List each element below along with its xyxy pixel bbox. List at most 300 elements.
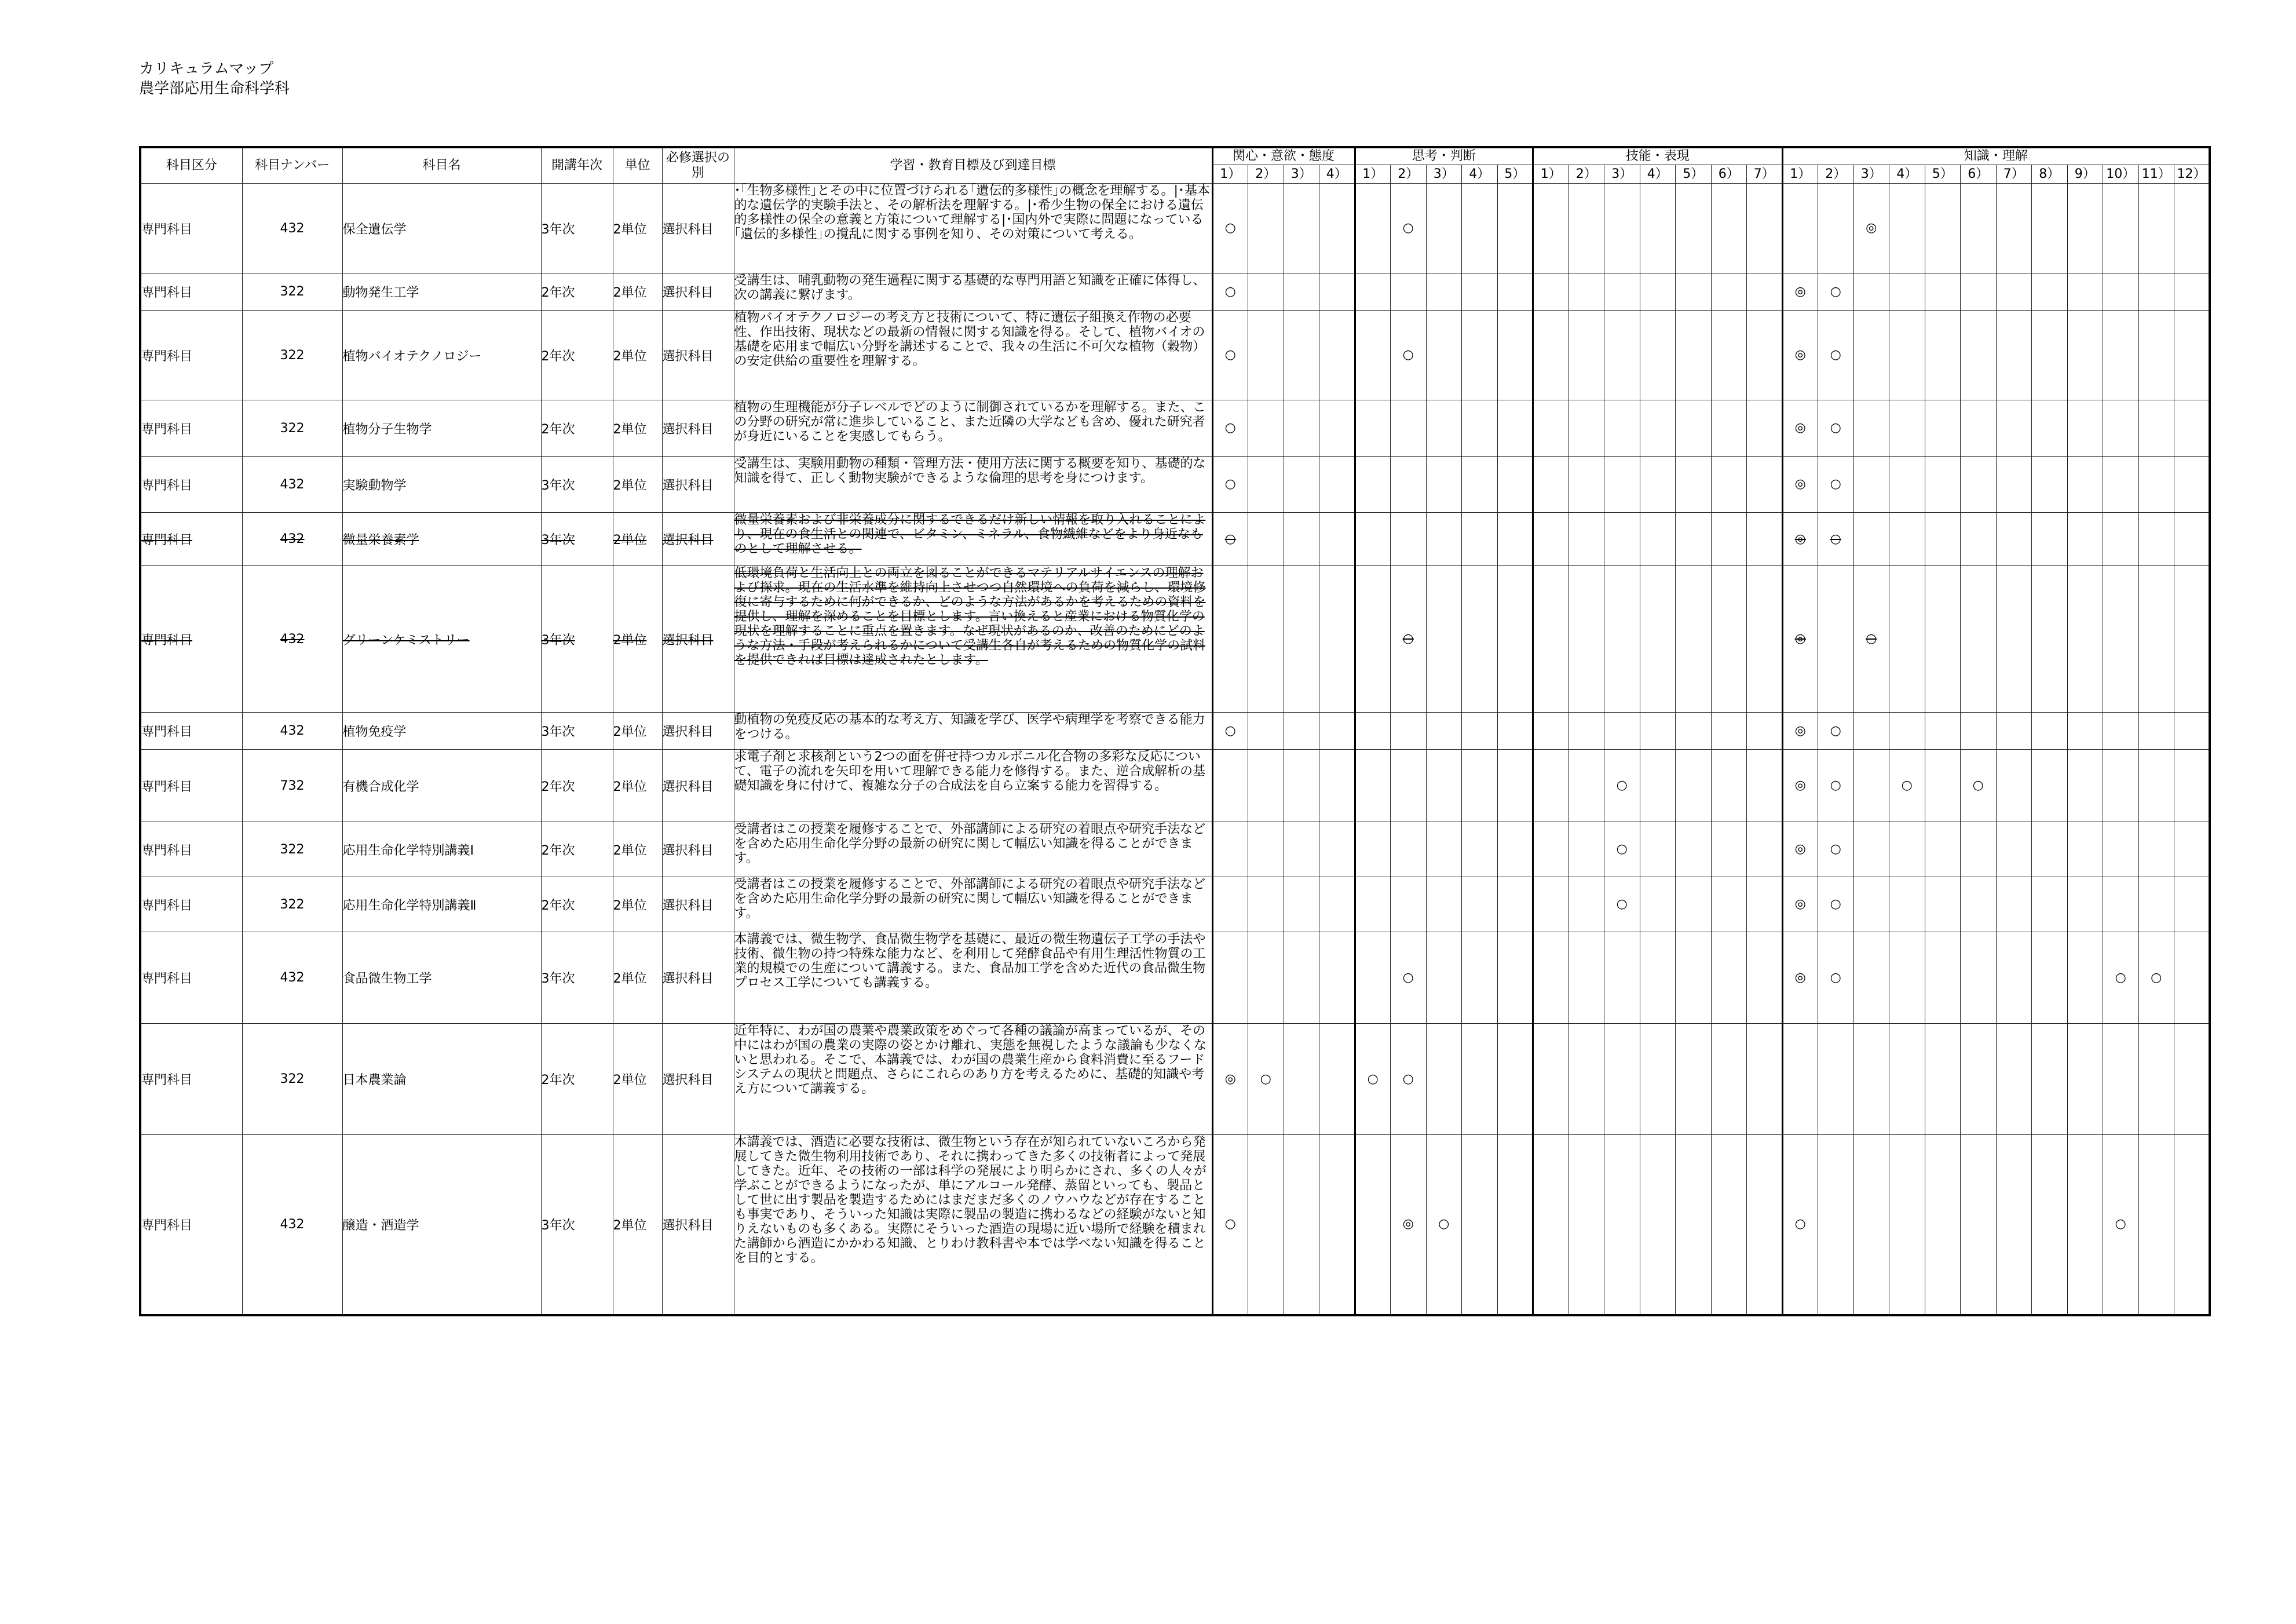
- outcome-mark-cell: [2067, 877, 2103, 932]
- group-skills-header: 技能・表現: [1533, 147, 1783, 165]
- subheader-number: 4）: [1889, 165, 1925, 184]
- course-number: 432: [242, 513, 342, 566]
- outcome-mark-cell: ○: [1604, 877, 1640, 932]
- subheader-number: 4）: [1462, 165, 1498, 184]
- course-credit: 2単位: [613, 513, 662, 566]
- course-required: 選択科目: [662, 1135, 734, 1315]
- course-year: 3年次: [541, 1135, 613, 1315]
- course-credit: 2単位: [613, 877, 662, 932]
- outcome-mark-cell: [1462, 750, 1498, 822]
- outcome-mark-cell: ○: [1818, 400, 1854, 457]
- outcome-mark-cell: [1996, 311, 2032, 400]
- outcome-mark-cell: [1497, 273, 1533, 311]
- course-year: 2年次: [541, 750, 613, 822]
- outcome-mark-cell: [2067, 513, 2103, 566]
- outcome-mark-cell: [1284, 713, 1319, 750]
- outcome-mark-cell: ○: [2103, 932, 2139, 1024]
- outcome-mark-cell: ○: [1212, 184, 1248, 273]
- outcome-mark-cell: [1889, 273, 1925, 311]
- outcome-mark-cell: [2067, 713, 2103, 750]
- subheader-number: 2）: [1391, 165, 1427, 184]
- outcome-mark-cell: ○: [1818, 932, 1854, 1024]
- outcome-mark-cell: [1569, 273, 1604, 311]
- outcome-mark-cell: [1711, 311, 1747, 400]
- course-credit: 2単位: [613, 713, 662, 750]
- outcome-mark-cell: ◎: [1782, 750, 1818, 822]
- outcome-mark-cell: [2174, 713, 2210, 750]
- outcome-mark-cell: [1426, 400, 1462, 457]
- outcome-mark-cell: ○: [1604, 822, 1640, 877]
- outcome-mark-cell: [1711, 822, 1747, 877]
- outcome-mark-cell: [2103, 457, 2139, 513]
- course-objective: 本講義では、酒造に必要な技術は、微生物という存在が知られていないころから発展してきた微生物利用技術であり、それに携わってきた多くの技術者によって発展してきた。近年、その技術の一部は科学の発展により明らかにされ、多くの人々が学ぶことができるようになったが、単にアルコール発酵、蒸留といっても、製品として世に出す製品を製造するためにはまだまだ多くのノウハウなどが存在することも事実であり、そういった知識は実際に製品の製造に携わるなどの経験がないと知りえないものも多くある。実際にそういった酒造の現場に近い場所で経験を積まれた講師から酒造にかかわる知識、とりわけ教科書や本では学べない知識を得ることを目的とする。: [734, 1135, 1212, 1315]
- subheader-number: 6）: [1961, 165, 1997, 184]
- outcome-mark-cell: [1462, 932, 1498, 1024]
- outcome-mark-cell: [1248, 273, 1284, 311]
- course-year: 3年次: [541, 513, 613, 566]
- course-name: 実験動物学: [342, 457, 541, 513]
- outcome-mark-cell: [1747, 566, 1783, 713]
- outcome-mark-cell: ○: [1212, 311, 1248, 400]
- outcome-mark-cell: [1925, 184, 1961, 273]
- outcome-mark-cell: [1925, 273, 1961, 311]
- subheader-number: 7）: [1747, 165, 1783, 184]
- outcome-mark-cell: [1355, 713, 1391, 750]
- outcome-mark-cell: [1961, 1135, 1997, 1315]
- outcome-mark-cell: [1676, 822, 1712, 877]
- subheader-number: 4）: [1319, 165, 1355, 184]
- outcome-mark-cell: [1925, 877, 1961, 932]
- outcome-mark-cell: [1853, 1024, 1889, 1135]
- outcome-mark-cell: [1961, 566, 1997, 713]
- course-number: 432: [242, 566, 342, 713]
- outcome-mark-cell: [1996, 822, 2032, 877]
- outcome-mark-cell: [1426, 311, 1462, 400]
- outcome-mark-cell: [1889, 311, 1925, 400]
- group-thinking-header: 思考・判断: [1355, 147, 1533, 165]
- course-row: [140, 750, 2210, 822]
- outcome-mark-cell: [2174, 311, 2210, 400]
- outcome-mark-cell: [1569, 311, 1604, 400]
- course-row: [140, 273, 2210, 311]
- outcome-mark-cell: [1925, 1024, 1961, 1135]
- outcome-mark-cell: [1747, 457, 1783, 513]
- outcome-mark-cell: [1426, 457, 1462, 513]
- header-credit: 単位: [613, 147, 662, 184]
- course-year: 3年次: [541, 457, 613, 513]
- outcome-mark-cell: [1711, 273, 1747, 311]
- outcome-mark-cell: ○: [1391, 566, 1427, 713]
- outcome-mark-cell: [1497, 311, 1533, 400]
- outcome-mark-cell: [1319, 877, 1355, 932]
- outcome-mark-cell: [1853, 822, 1889, 877]
- outcome-mark-cell: [1853, 273, 1889, 311]
- course-number: 732: [242, 750, 342, 822]
- outcome-mark-cell: [1426, 822, 1462, 877]
- outcome-mark-cell: [1676, 750, 1712, 822]
- outcome-mark-cell: [2103, 822, 2139, 877]
- subheader-number: 1）: [1533, 165, 1569, 184]
- course-required: 選択科目: [662, 713, 734, 750]
- course-category: 専門科目: [140, 1135, 242, 1315]
- outcome-mark-cell: ○: [1782, 1135, 1818, 1315]
- outcome-mark-cell: [1996, 1024, 2032, 1135]
- outcome-mark-cell: [1853, 311, 1889, 400]
- outcome-mark-cell: [1640, 457, 1676, 513]
- header-year: 開講年次: [541, 147, 613, 184]
- outcome-mark-cell: [1747, 713, 1783, 750]
- outcome-mark-cell: ○: [1604, 750, 1640, 822]
- outcome-mark-cell: [2103, 1024, 2139, 1135]
- outcome-mark-cell: [1676, 513, 1712, 566]
- outcome-mark-cell: [1533, 184, 1569, 273]
- outcome-mark-cell: [1925, 311, 1961, 400]
- outcome-mark-cell: [1640, 822, 1676, 877]
- course-number: 322: [242, 311, 342, 400]
- outcome-mark-cell: [1711, 713, 1747, 750]
- outcome-mark-cell: [2067, 457, 2103, 513]
- outcome-mark-cell: ○: [1391, 311, 1427, 400]
- outcome-mark-cell: [1391, 457, 1427, 513]
- outcome-mark-cell: [1925, 932, 1961, 1024]
- outcome-mark-cell: [1853, 400, 1889, 457]
- outcome-mark-cell: [1212, 932, 1248, 1024]
- outcome-mark-cell: [1426, 750, 1462, 822]
- outcome-mark-cell: [1497, 822, 1533, 877]
- outcome-mark-cell: [1391, 713, 1427, 750]
- course-category: 専門科目: [140, 932, 242, 1024]
- outcome-mark-cell: [1604, 184, 1640, 273]
- outcome-mark-cell: [1426, 713, 1462, 750]
- outcome-mark-cell: [1676, 273, 1712, 311]
- outcome-mark-cell: [1426, 184, 1462, 273]
- outcome-mark-cell: [1889, 1135, 1925, 1315]
- outcome-mark-cell: [1569, 1024, 1604, 1135]
- header-number: 科目ナンバー: [242, 147, 342, 184]
- outcome-mark-cell: [1248, 311, 1284, 400]
- course-year: 3年次: [541, 713, 613, 750]
- outcome-mark-cell: [1355, 184, 1391, 273]
- course-credit: 2単位: [613, 457, 662, 513]
- course-row: [140, 713, 2210, 750]
- course-objective: 微量栄養素および非栄養成分に関するできるだけ新しい情報を取り入れることにより、現在の食生活との関連で、ビタミン、ミネラル、食物繊維などをより身近なものとして理解させる。: [734, 513, 1212, 566]
- outcome-mark-cell: [1248, 400, 1284, 457]
- outcome-mark-cell: ○: [1818, 877, 1854, 932]
- outcome-mark-cell: [1747, 932, 1783, 1024]
- outcome-mark-cell: [1355, 1135, 1391, 1315]
- outcome-mark-cell: [1640, 877, 1676, 932]
- outcome-mark-cell: [1996, 1135, 2032, 1315]
- outcome-mark-cell: [1212, 822, 1248, 877]
- outcome-mark-cell: ○: [2103, 1135, 2139, 1315]
- outcome-mark-cell: [1640, 311, 1676, 400]
- outcome-mark-cell: [1996, 566, 2032, 713]
- outcome-mark-cell: [1569, 713, 1604, 750]
- outcome-mark-cell: [1996, 184, 2032, 273]
- outcome-mark-cell: [1676, 1135, 1712, 1315]
- outcome-mark-cell: [2138, 184, 2174, 273]
- course-required: 選択科目: [662, 273, 734, 311]
- outcome-mark-cell: [1462, 713, 1498, 750]
- outcome-mark-cell: [1925, 400, 1961, 457]
- outcome-mark-cell: [1462, 822, 1498, 877]
- outcome-mark-cell: [1533, 932, 1569, 1024]
- outcome-mark-cell: [1319, 184, 1355, 273]
- outcome-mark-cell: [1462, 513, 1498, 566]
- outcome-mark-cell: ○: [1391, 184, 1427, 273]
- subheader-number: 2）: [1569, 165, 1604, 184]
- outcome-mark-cell: [1604, 513, 1640, 566]
- outcome-mark-cell: ◎: [1782, 311, 1818, 400]
- outcome-mark-cell: [1747, 877, 1783, 932]
- outcome-mark-cell: [1533, 566, 1569, 713]
- outcome-mark-cell: [2138, 822, 2174, 877]
- outcome-mark-cell: ◎: [1782, 822, 1818, 877]
- course-name: 保全遺伝学: [342, 184, 541, 273]
- subheader-number: 1）: [1782, 165, 1818, 184]
- outcome-mark-cell: [1319, 713, 1355, 750]
- outcome-mark-cell: [1319, 311, 1355, 400]
- outcome-mark-cell: [1782, 184, 1818, 273]
- outcome-mark-cell: [2032, 457, 2068, 513]
- outcome-mark-cell: [2174, 513, 2210, 566]
- header-required: 必修選択の別: [662, 147, 734, 184]
- course-row: [140, 932, 2210, 1024]
- outcome-mark-cell: [1711, 750, 1747, 822]
- course-objective: 受講者はこの授業を履修することで、外部講師による研究の着眼点や研究手法などを含めた応用生命化学分野の最新の研究に関して幅広い知識を得ることができます。: [734, 877, 1212, 932]
- course-required: 選択科目: [662, 822, 734, 877]
- course-number: 432: [242, 184, 342, 273]
- outcome-mark-cell: [2103, 750, 2139, 822]
- subheader-number: 1）: [1355, 165, 1391, 184]
- outcome-mark-cell: [1569, 457, 1604, 513]
- outcome-mark-cell: [1497, 877, 1533, 932]
- outcome-mark-cell: [1996, 513, 2032, 566]
- course-number: 432: [242, 932, 342, 1024]
- outcome-mark-cell: [1640, 750, 1676, 822]
- course-name: 植物免疫学: [342, 713, 541, 750]
- course-year: 3年次: [541, 184, 613, 273]
- outcome-mark-cell: [1569, 184, 1604, 273]
- outcome-mark-cell: [2032, 750, 2068, 822]
- course-objective: ･｢生物多様性｣とその中に位置づけられる｢遺伝的多様性｣の概念を理解する。|･基本的な遺伝学的実験手法と、その解析法を理解する。|･希少生物の保全における遺伝的多様性の保全の意義と方策について理解する|･国内外で実際に問題になっている｢遺伝的多様性｣の撹乱に関する事例を知り、その対策について考える。: [734, 184, 1212, 273]
- outcome-mark-cell: [2067, 1135, 2103, 1315]
- outcome-mark-cell: [2103, 273, 2139, 311]
- course-required: 選択科目: [662, 457, 734, 513]
- course-required: 選択科目: [662, 1024, 734, 1135]
- outcome-mark-cell: [2032, 184, 2068, 273]
- outcome-mark-cell: [1604, 713, 1640, 750]
- outcome-mark-cell: [1676, 184, 1712, 273]
- outcome-mark-cell: [2032, 566, 2068, 713]
- course-name: 植物バイオテクノロジー: [342, 311, 541, 400]
- outcome-mark-cell: [1426, 566, 1462, 713]
- outcome-mark-cell: [2103, 184, 2139, 273]
- outcome-mark-cell: [1355, 750, 1391, 822]
- outcome-mark-cell: [1355, 273, 1391, 311]
- outcome-mark-cell: [1569, 932, 1604, 1024]
- outcome-mark-cell: [1391, 877, 1427, 932]
- subheader-number: 5）: [1497, 165, 1533, 184]
- course-category: 専門科目: [140, 311, 242, 400]
- outcome-mark-cell: [1284, 400, 1319, 457]
- outcome-mark-cell: [1604, 1135, 1640, 1315]
- subheader-number: 2）: [1248, 165, 1284, 184]
- outcome-mark-cell: [1319, 750, 1355, 822]
- outcome-mark-cell: [1212, 750, 1248, 822]
- outcome-mark-cell: [1533, 877, 1569, 932]
- course-objective: 求電子剤と求核剤という2つの面を併せ持つカルボニル化合物の多彩な反応について、電子の流れを矢印を用いて理解できる能力を修得する。また、逆合成解析の基礎知識を身に付けて、複雑な分子の合成法を自ら立案する能力を習得する。: [734, 750, 1212, 822]
- course-objective: 近年特に、わが国の農業や農業政策をめぐって各種の議論が高まっているが、その中にはわが国の農業の実際の姿とかけ離れ、実態を無視したような議論も少なくないと思われる。そこで、本講義では、わが国の農業生産から食料消費に至るフードシステムの現状と問題点、さらにこれらのあり方を考えるために、基礎的知識や考え方について講義する。: [734, 1024, 1212, 1135]
- course-year: 2年次: [541, 400, 613, 457]
- outcome-mark-cell: ○: [1818, 513, 1854, 566]
- outcome-mark-cell: [1961, 713, 1997, 750]
- outcome-mark-cell: [2174, 877, 2210, 932]
- course-year: 2年次: [541, 822, 613, 877]
- subheader-number: 3）: [1604, 165, 1640, 184]
- outcome-mark-cell: [1711, 566, 1747, 713]
- outcome-mark-cell: [2138, 513, 2174, 566]
- outcome-mark-cell: ○: [1212, 457, 1248, 513]
- outcome-mark-cell: [1319, 400, 1355, 457]
- outcome-mark-cell: ○: [1212, 713, 1248, 750]
- course-row: [140, 457, 2210, 513]
- outcome-mark-cell: [1747, 273, 1783, 311]
- outcome-mark-cell: [2138, 877, 2174, 932]
- outcome-mark-cell: [2174, 273, 2210, 311]
- subheader-number: 3）: [1853, 165, 1889, 184]
- course-objective: 植物バイオテクノロジーの考え方と技術について、特に遺伝子組換え作物の必要性、作出技術、現状などの最新の情報に関する知識を得る。そして、植物バイオの基礎を応用まで幅広い分野を講述することで、我々の生活に不可欠な植物（穀物）の安定供給の重要性を理解する。: [734, 311, 1212, 400]
- outcome-mark-cell: [1533, 713, 1569, 750]
- course-category: 専門科目: [140, 513, 242, 566]
- outcome-mark-cell: [1319, 1024, 1355, 1135]
- course-number: 432: [242, 457, 342, 513]
- outcome-mark-cell: [1355, 822, 1391, 877]
- outcome-mark-cell: [2032, 273, 2068, 311]
- course-row: [140, 184, 2210, 273]
- outcome-mark-cell: [1284, 311, 1319, 400]
- outcome-mark-cell: [1889, 822, 1925, 877]
- outcome-mark-cell: ○: [1355, 1024, 1391, 1135]
- course-category: 専門科目: [140, 713, 242, 750]
- course-objective: 受講生は、実験用動物の種類・管理方法・使用方法に関する概要を知り、基礎的な知識を得て、正しく動物実験ができるような倫理的思考を身につけます。: [734, 457, 1212, 513]
- outcome-mark-cell: [1426, 1024, 1462, 1135]
- outcome-mark-cell: [1212, 566, 1248, 713]
- subheader-number: 4）: [1640, 165, 1676, 184]
- outcome-mark-cell: ○: [2138, 932, 2174, 1024]
- subheader-number: 5）: [1925, 165, 1961, 184]
- course-row: [140, 822, 2210, 877]
- outcome-mark-cell: [2103, 713, 2139, 750]
- outcome-mark-cell: ◎: [1212, 1024, 1248, 1135]
- outcome-mark-cell: [1284, 457, 1319, 513]
- outcome-mark-cell: [1853, 877, 1889, 932]
- outcome-mark-cell: [1497, 566, 1533, 713]
- course-number: 322: [242, 400, 342, 457]
- outcome-mark-cell: [1925, 513, 1961, 566]
- outcome-mark-cell: [1604, 400, 1640, 457]
- outcome-mark-cell: ◎: [1853, 184, 1889, 273]
- course-category: 専門科目: [140, 1024, 242, 1135]
- outcome-mark-cell: [2032, 1024, 2068, 1135]
- outcome-mark-cell: [1248, 750, 1284, 822]
- outcome-mark-cell: ○: [1212, 1135, 1248, 1315]
- outcome-mark-cell: ◎: [1782, 457, 1818, 513]
- course-category: 専門科目: [140, 184, 242, 273]
- outcome-mark-cell: [1569, 513, 1604, 566]
- outcome-mark-cell: [2138, 1024, 2174, 1135]
- outcome-mark-cell: [2174, 1024, 2210, 1135]
- outcome-mark-cell: [1676, 932, 1712, 1024]
- outcome-mark-cell: [1569, 822, 1604, 877]
- outcome-mark-cell: ○: [1818, 457, 1854, 513]
- outcome-mark-cell: ○: [1818, 750, 1854, 822]
- outcome-mark-cell: [1355, 566, 1391, 713]
- subheader-number: 6）: [1711, 165, 1747, 184]
- outcome-mark-cell: [2138, 311, 2174, 400]
- outcome-mark-cell: [2032, 1135, 2068, 1315]
- outcome-mark-cell: [1604, 1024, 1640, 1135]
- outcome-mark-cell: [1391, 750, 1427, 822]
- subheader-number: 3）: [1284, 165, 1319, 184]
- outcome-mark-cell: [1925, 750, 1961, 822]
- course-row: [140, 1024, 2210, 1135]
- outcome-mark-cell: [1996, 400, 2032, 457]
- outcome-mark-cell: [1711, 457, 1747, 513]
- outcome-mark-cell: ○: [1818, 822, 1854, 877]
- outcome-mark-cell: ◎: [1782, 273, 1818, 311]
- course-objective: 受講者はこの授業を履修することで、外部講師による研究の着眼点や研究手法などを含めた応用生命化学分野の最新の研究に関して幅広い知識を得ることができます。: [734, 822, 1212, 877]
- outcome-mark-cell: [1889, 932, 1925, 1024]
- outcome-mark-cell: [2032, 311, 2068, 400]
- outcome-mark-cell: [1462, 311, 1498, 400]
- outcome-mark-cell: [2067, 273, 2103, 311]
- outcome-mark-cell: [1355, 932, 1391, 1024]
- outcome-mark-cell: [2032, 400, 2068, 457]
- curriculum-map-table: [139, 146, 2211, 1316]
- course-credit: 2単位: [613, 566, 662, 713]
- outcome-mark-cell: [1426, 273, 1462, 311]
- outcome-mark-cell: ○: [1961, 750, 1997, 822]
- outcome-mark-cell: [1961, 932, 1997, 1024]
- course-name: 植物分子生物学: [342, 400, 541, 457]
- outcome-mark-cell: [1355, 457, 1391, 513]
- outcome-mark-cell: [1961, 513, 1997, 566]
- course-required: 選択科目: [662, 513, 734, 566]
- outcome-mark-cell: [1319, 822, 1355, 877]
- outcome-mark-cell: [1711, 877, 1747, 932]
- outcome-mark-cell: [2174, 400, 2210, 457]
- outcome-mark-cell: [1818, 1135, 1854, 1315]
- outcome-mark-cell: [1889, 1024, 1925, 1135]
- subheader-number: 3）: [1426, 165, 1462, 184]
- outcome-mark-cell: [1497, 713, 1533, 750]
- course-number: 322: [242, 877, 342, 932]
- outcome-mark-cell: [1533, 822, 1569, 877]
- outcome-mark-cell: [1462, 1135, 1498, 1315]
- outcome-mark-cell: [1747, 1135, 1783, 1315]
- course-category: 専門科目: [140, 877, 242, 932]
- outcome-mark-cell: [1212, 877, 1248, 932]
- course-name: 動物発生工学: [342, 273, 541, 311]
- outcome-mark-cell: [1426, 513, 1462, 566]
- course-number: 322: [242, 822, 342, 877]
- course-number: 322: [242, 273, 342, 311]
- course-name: 食品微生物工学: [342, 932, 541, 1024]
- outcome-mark-cell: ○: [1212, 513, 1248, 566]
- course-year: 2年次: [541, 273, 613, 311]
- outcome-mark-cell: ○: [1426, 1135, 1462, 1315]
